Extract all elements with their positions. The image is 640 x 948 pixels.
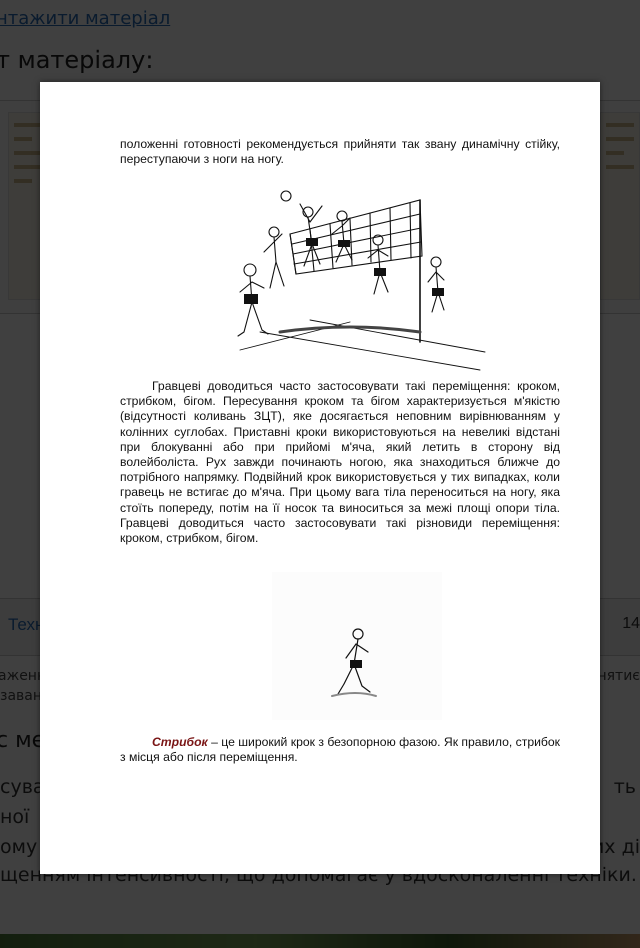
doc-paragraph-3 — [120, 735, 560, 765]
doc-paragraph-1: положенні готовності рекомендується прийняти так звану динамічну стійку, переступаючи з ноги на ногу. — [120, 137, 560, 167]
document-page-viewer — [40, 82, 600, 874]
term-jump: Стрибок — [152, 735, 208, 749]
doc-paragraph-2: Гравцеві доводиться часто застосовувати такі переміщення: кроком, стрибком, бігом. Пересування кроком та бігом характеризується м'якістю (відсутності коливань ЗЦТ), яке досягається неповним вирівнюванням у колінних суглобах. Приставні кроки використовуються на невеликі відстані при блокуванні або при прийомі м'яча, який летить в сторону від волейболіста. Рух завжди починають ногою, яка знаходиться ближче до потрібного напрямку. Подвійний крок використовується у тих випадках, коли гравець не встигає до м'яча. При цьому вага тіла переноситься на ногу, яка стоїть попереду, потім на її носок та виноситься за межі площі опори тіла. Гравцеві доводиться часто застосовувати такі різновиди переміщення: кроком, стрибком, бігом. — [120, 379, 560, 546]
volleyball-players-illustration — [230, 182, 490, 372]
jumping-player-illustration — [272, 572, 442, 720]
doc-paragraph-3-text: – це широкий крок з безопорною фазою. Як правило, стрибок з місця або після переміщення. — [120, 735, 561, 765]
